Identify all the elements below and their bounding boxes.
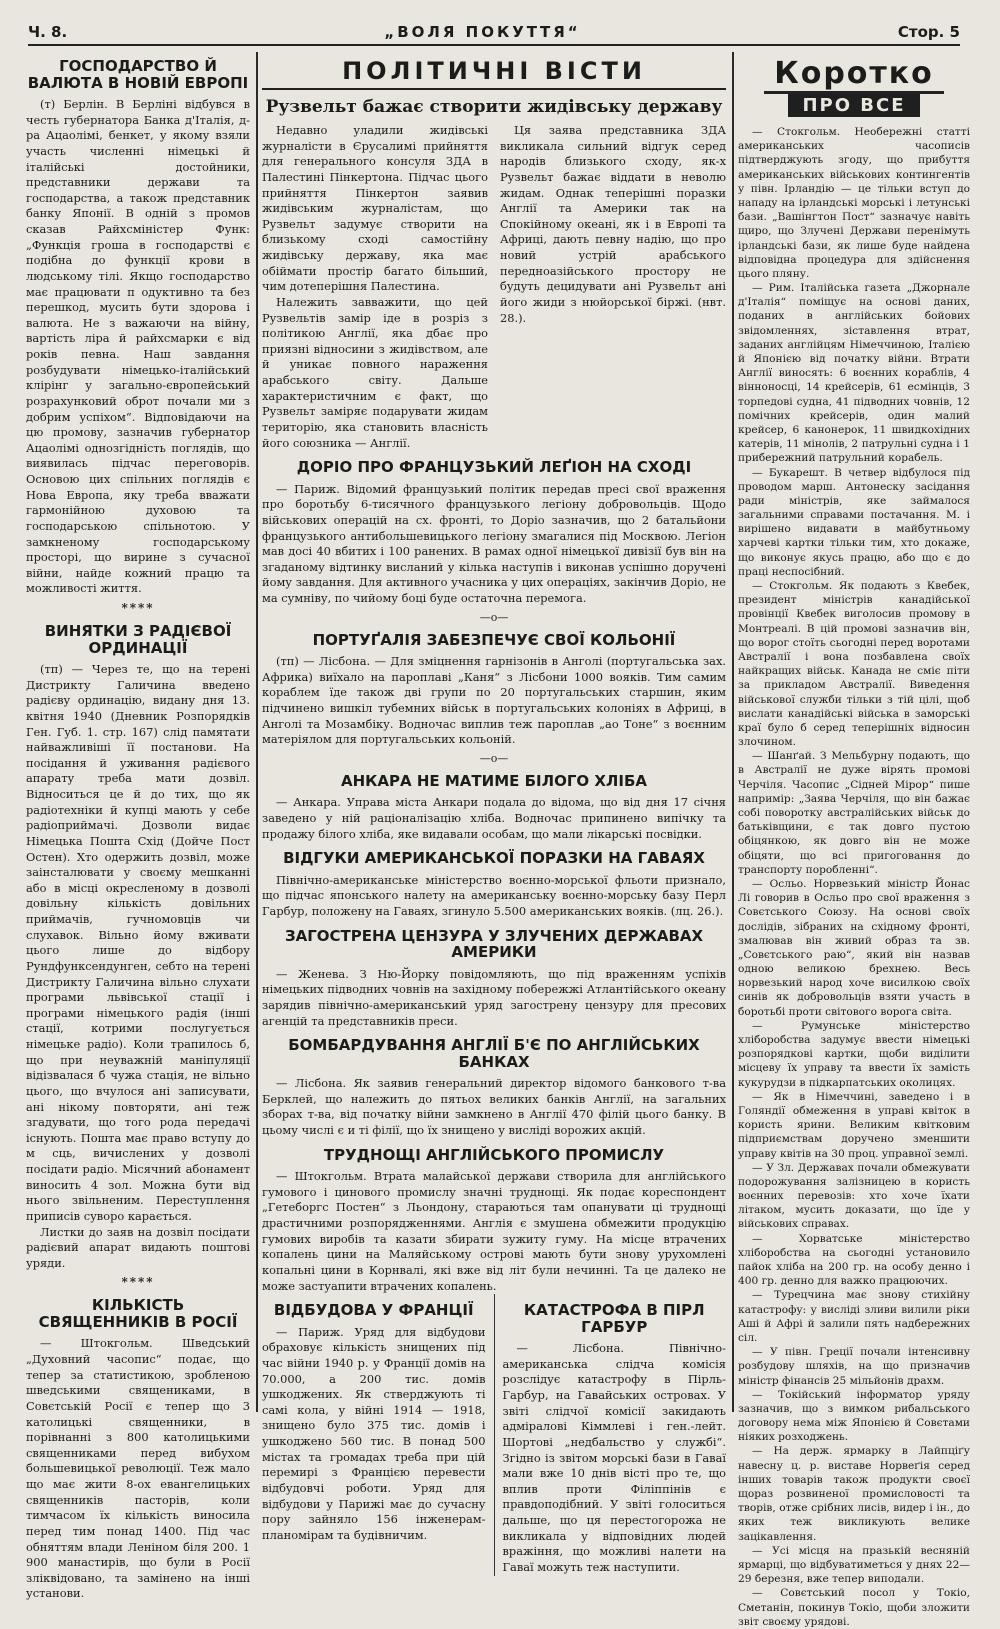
column-rule bbox=[732, 52, 734, 1412]
article-title: ДОРІО ПРО ФРАНЦУЗЬКИЙ ЛЕҐІОН НА СХОДІ bbox=[296, 458, 692, 477]
news-brief: — Шанґай. З Мельбурну подають, що в Австралії не дуже вірять промові Черчіля. Часопис „Сідней Мірор“ пише напримір: „Заява Черчіля, що він бажає собі поворотку австралійських військ до батьківщини, є так довго пустою обіцянкою, як довго він не може обіцяти, що всі пригоговання до транспорту поробленні“. bbox=[738, 750, 970, 876]
news-brief: — Осльо. Норвезький міністр Йонас Лі говорив в Осльо про свої враження з Совєтського Союзу. На основі своїх дослідів, зібраних на східному фронті, змалював він живий образ та зв. „Совєтського раю“, який він назвав одною великою брехнею. Весь норвезький народ хоче висилкою своїх синів як добровольців взяти участь в боротьбі проти світового ворога світа. bbox=[738, 877, 970, 1018]
column-center bbox=[262, 50, 726, 1574]
news-brief: — Хорватське міністерство хліборобства на сьогодні установило пайок хліба на 200 гр. на особу денно і 400 гр. денно для важко працюючих. bbox=[738, 1232, 970, 1288]
article-body: (тп) — Через те, що на терені Дистрикту Галичина введено радієву ординацію, видану дня 13. квітня 1940 (Дневник Розпорядків Ген. Губ. 1. стр. 167) слід памятати найважливіші її постанови. На посідання й уживання радієвого апарату треба мати дозвіл. Відноситься це й до тих, що як радіотехніки й купці мають у себе радіоприймачі. Дозволи видає Німецька Пошта Схід (Дойче Пост Остен). Хто одержить дозвіл, може заінсталювати у своєму мешканні або в місці окресленому в дозволі довільну кількість довільних приймачів, гучномовців чи слухавок. Вільно йому вживати цього лише до відбору Рундфунксендунген, себто на терені Дистрикту Галичина вільно слухати програми львівської стації і програми німецького радія (інші стації, котрими послугується німецьке радіо). Коли трапилось б, що при неуважній маніпуляції відізвалася б чужа стація, не вільно цього, що вчулося ані записувати, ані нікому повторяти, ані теж згадувати, що того рода передачі існують. Пошта має право вступу до м сць, вичислених у дозволі посідати радіо. Місячний абонамент виносить 4 зол. Можна бути від нього звільненим. Переступлення приписів суворо карається. bbox=[26, 662, 250, 1223]
separator: **** bbox=[121, 1275, 155, 1290]
separator: —о— bbox=[479, 610, 509, 624]
article-title: ЗАГОСТРЕНА ЦЕНЗУРА У ЗЛУЧЕНИХ ДЕРЖАВАХ АМЕРИКИ bbox=[284, 926, 704, 962]
article-title: ВИНЯТКИ З РАДІЄВОЇ ОРДИНАЦІЇ bbox=[44, 622, 232, 657]
article-body: Належить завважити, що цей Рузвельтів замір іде в розріз з політикою Англії, яка дбає про приязні відносини з жидівством, але й уникає повного нараження арабського світу. Дальше характеристичним є факт, що Рузвельт заміряє подарувати жидам територію, яка становить власність його союзника — Англії. bbox=[262, 294, 488, 450]
news-brief: — У Зл. Державах почали обмежувати подорожування залізницею в користь воєнних перевозів: хто хоче їхати літаком, мусить доказати, що їде у військових справах. bbox=[738, 1161, 970, 1231]
article-body: — Штокгольм. Втрата малайської держави створила для англійського гумового і цинового промислу значні труднощі. Як подає кореспондент „Гетеборгс Постен“ з Льондону, стараються там опанувати ці труднощі драстичними розпорядженнями. Англія є змушена обмежити продукцію гумових виробів та казати збирати зужиту гуму. На місце втрачених копалень цини на Маляйському острові мають бути знову урухомлені копальні цини в Корнвалі, які вже від літ були нечинні. Та це далеко не може застуапити втрачених копалень. bbox=[262, 1169, 726, 1293]
article-title: ВІДГУКИ АМЕРИКАНСЬКОЇ ПОРАЗКИ НА ГАВАЯХ bbox=[283, 849, 705, 868]
article-body: (тп) — Лісбона. — Для зміцнення гарнізонів в Анголі (португальська зах. Африка) виїхало на пароплаві „Каня“ з Лісбони 1000 вояків. Тим самим кораблем їде також дві групи по 20 португальських старшин, яким підчинено вишкіл тубемних військ в португальських колоніях в Африці, в Анголі та Мозамбіку. Водночас виплив теж пароплав „ао Тоне“ з воєнним матеріялом для португальських кольоній. bbox=[262, 654, 726, 747]
masthead bbox=[28, 20, 960, 46]
news-brief: — На держ. ярмарку в Лайпціґу навесну ц. р. виставе Норвеґія серед інших товарів також продукти своєї щораз розвиненої промисловості та творів, отже срібних лисів, видер і ін., до яких теж викликують велике зацікавлення. bbox=[738, 1445, 970, 1543]
logo-line2: ПРО ВСЕ bbox=[788, 94, 919, 117]
column-rule bbox=[256, 52, 258, 1412]
article-body: Листки до заяв на дозвіл посідати радієвий апарат видають поштові уряди. bbox=[26, 1224, 250, 1270]
article-title: ВІДБУДОВА У ФРАНЦІЇ bbox=[273, 1301, 474, 1320]
article-body: — Анкара. Управа міста Анкари подала до відома, що від дня 17 січня заведено у ній раціоналізацію хліба. Водночас припинено випічку та продажу білого хліба, яке видавали особам, що мали лікарські посвідки. bbox=[262, 795, 726, 841]
issue-number: Ч. 8. bbox=[28, 23, 68, 41]
article-title: КАТАСТРОФА В ПІРЛ ГАРБУР bbox=[523, 1301, 705, 1336]
article-title: ТРУДНОЩІ АНГЛІЙСЬКОГО ПРОМИСЛУ bbox=[323, 1145, 665, 1164]
bottom-articles bbox=[262, 1294, 726, 1575]
article-title: КІЛЬКІСТЬ СВЯЩЕННИКІВ В РОСІЇ bbox=[38, 1296, 238, 1331]
article-body: — Париж. Уряд для відбудови обраховує кількість знищених під час війни 1940 р. у Франції домів на 70.000, а 200 тис. домів ушкоджених. Як стверджують ті самі кола, у війні 1914 — 1918, знищено було 375 тис. домів і ушкоджено 560 тис. В понад 500 містах та громадах треба при цій перемирі з Францією перевести відбудовчі роботи. Уряд для відбудови у Парижі має до сучасну пору зайняло 156 інженерам-планомірам та будівничим. bbox=[262, 1324, 486, 1542]
separator: —о— bbox=[479, 751, 509, 765]
news-brief: — Стокгольм. Як подають з Квебек, президент міністрів канадійської провінції Квебек виголосив промову в Монтреалі. В цій промові зазначив він, що ворог стоїть сьогодні перед воротами Австралії і вона позбавлена своїх найкращих військ. Канада не сміє піти за прикладом Австралії. Виведення військової служби тільки з тій цілі, щоб вислати канадійські війська в заморські краї було б серед теперішніх відносин злочином. bbox=[738, 580, 970, 749]
page-number: Стор. 5 bbox=[897, 23, 960, 41]
news-brief: — Токійський інформатор уряду зазначив, що з вимком рибальського договору нема між Японією й Совєтами ніяких розходжень. bbox=[738, 1388, 970, 1444]
news-brief: — Стокгольм. Необережні статті американських часописів підтверджують згоду, що прибуття американських військових контингентів у півн. Ірландію — це тільки вступ до нападу на ірландські морські і летунські бази. „Вашінгтон Пост“ зазначує навіть щиро, що Злучені Держави перенімуть ірландські бази, як лише буде найдена відповідна процедура для здійснення цього пляну. bbox=[738, 126, 970, 280]
article-body: — Женева. З Ню-Йорку повідомляють, що під враженням успіхів німецьких підводних човнів на західному побережжі Атлантійського океану зарядив північно-американський уряд загострену цензуру для пресових агенцій та представників преси. bbox=[262, 966, 726, 1028]
news-brief: — Турецчина має знову стихійну катастрофу: у висліді зливи вилили ріки Аші й Афрі й залили пять надбережних сіл. bbox=[738, 1289, 970, 1344]
section-logo bbox=[764, 56, 944, 117]
article-title: ПОРТУҐАЛІЯ ЗАБЕЗПЕЧУЄ СВОЇ КОЛЬОНІЇ bbox=[312, 630, 676, 649]
news-brief: — У півн. Греції почали інтенсивну розбудову шляхів, на що призначив міністр фінансів 25 мільйонів драхм. bbox=[738, 1346, 970, 1387]
news-briefs-list bbox=[738, 125, 970, 1629]
lead-article bbox=[262, 123, 726, 451]
separator: **** bbox=[121, 601, 155, 615]
article-title: АНКАРА НЕ МАТИМЕ БІЛОГО ХЛІБА bbox=[341, 771, 647, 790]
column-left bbox=[26, 50, 250, 1601]
news-brief: — Як в Німеччині, заведено і в Голяндії обмеження в управі квіток в користь ярини. Великим квітковим підприємствам доручено зменшити управу квітів на 30 проц. управної землі. bbox=[738, 1090, 970, 1160]
news-brief: — Румунське міністерство хліборобства задумує ввести німецькі розпорядкові картки, щоби виділити місцеву їх управу та ввести їх замість кукурудзи в підкарпатських околицях. bbox=[738, 1019, 970, 1089]
newspaper-title: „ВОЛЯ ПОКУТТЯ“ bbox=[384, 23, 581, 41]
article-body: — Штокгольм. Шведський „Духовний часопис“ подає, що тепер за статистикою, зробленою шведськими священиками, в Совєтській Росії є тепер що 3 католицькі священники, в порівнанні з 800 католицькими священниками перед вибухом большевицької революції. Теж мало що має жити 8-ох евангелицьких священників пасторів, коли тимчасом їх кількість виносила перед тим понад 1400. Під час обняттям влади Леніном біля 200. 1 900 манастирів, що були в Росії зліквідовано, та замінено на інші установи. bbox=[26, 1336, 250, 1601]
article-body: (т) Берлін. В Берліні відбувся в честь губернатора Банка д'Італія, д-ра Ацаолімі, бенкет, у якому взяли участь численні німецькі й італійські достойники, представники держави та господарства, а також представник банку Японії. В одній з промов сказав Райхсміністер Функ: „Функція гроша в господарстві є подібна до функції крови в людському тілі. Якщо господарство має працювати п одуктивно та без перешкод, мусить бути здорова і валюта. Не з важаючи на війну, вартість ліра й райхсмарки є від років певна. Наш завдання розбудувати німецько-італійський клірінг у загально-європейський розрахунковий оброт почали ми з добрим успіхом“. Відповідаючи на цю промову, зазначив губернатор Ацаолімі однозгідність поглядів, що виявилась підчас переговорів. Основою цих спільних поглядів є Нова Европа, яку треба вважати гармонійною духовою та господарською спільнотою. У замкненому господарському просторі, що вирине з сучасної війни, найде кожний працю та можливості життя. bbox=[26, 97, 250, 596]
logo-line1: Коротко bbox=[764, 56, 944, 94]
article-body: Недавно уладили жидівські журналісти в Єрусалимі прийняття для генерального консуля ЗДА в Палестині Пінкертона. Підчас цього прийняття Пінкертон заявив жидівським журналістам, що Рузвельт задумує створити на близькому сході самостійну жидівську державу, яка має обіймати простір багато більший, чим дотеперішня Палестина. bbox=[262, 123, 488, 294]
section-title: ПОЛІТИЧНІ ВІСТИ bbox=[262, 58, 726, 90]
article-body: Ця заява представника ЗДА викликала сильний відгук серед народів близького сходу, як-х Рузвельт бажає віддати в неволю жидам. Однак теперішні поразки Англії та Америки так на Спокійному океані, як і в Европі та Африці, дають певну надію, що про новий устрій арабського передноазійського простору не будуть децидувати ані Рузвельт ані його жиди з нюйорської біржі. (нвт. 28.). bbox=[500, 123, 726, 325]
article-body: — Париж. Відомий французький політик передав пресі свої враження про боротьбу 6-тисячного французького легіону добровольців. Щодо військових операцій на сх. фронті, то Доріо зазначив, що 2 батальйони французького антибольшевицького легіону змагалися під Москвою. Легіон мав досі 40 вбитих і 100 ранених. В рамах одної німецької дивізії був він на згаданому відтинку висланий у кілька наступів і виконав успішно доручені йому завдання. Для активного учасника у цих операціях, закінчив Доріо, не ма сумніву, по чийому боці буде остаточна перемога. bbox=[262, 481, 726, 606]
news-brief: — Рим. Італійська газета „Джорнале д'Італія“ поміщує на основі даних, поданих в англійських бойових звідомленнях, зіставлення втрат, заданих англійцям Німеччиною, Італією й Японією від початку війни. Втрати Англії виносять: 6 воєнних кораблів, 4 вінноносці, 14 крейсерів, 61 есмінців, 3 торпедові судна, 41 підводних човнів, 12 помічних крейсерів, один малий крейсер, 6 канонерок, 11 швидкохідних катерів, 11 мінолів, 2 патрульні судна і 1 прибережний патрульний корабель. bbox=[738, 282, 970, 465]
news-brief: — Букарешт. В четвер відбулося під проводом марш. Антонеску засідання ради міністрів, яке займалося загальними справами постачання. М. і вирішено видавати в майбутньому харчеві картки тільки тим, хто докаже, що виконує якусь працю, або що є до праці неспосібний. bbox=[738, 466, 970, 578]
article-body: — Лісбона. Північно-американська слідча комісія розслідує катастрофу в Пірль-Гарбур, на Гавайських островах. У звіті слідчої комісії закидають адміралові Кіммлеві і ген.-лейт. Шортові „недбальство у службі“. Згідно із звітом морські бази в Гаваї мали вже 10 днів вісті про те, що вплив проти Філіппінів є правдоподібний. У звіті голоситься дальше, що ця перестогорожа не викликала у відповідних людей вражіння, що можливі налети на Гаваї можуть теж наступити. bbox=[502, 1341, 726, 1574]
article-title: БОМБАРДУВАННЯ АНГЛІЇ Б'Є ПО АНГЛІЙСЬКИХ БАНКАХ bbox=[288, 1036, 700, 1071]
news-brief: — Совєтський посол у Токіо, Сметанін, покинув Токіо, щоби зложити звіт своєму урядові. bbox=[738, 1587, 970, 1628]
column-right bbox=[738, 50, 970, 1628]
article-body: — Лісбона. Як заявив генеральний директор відомого банкового т-ва Берклей, що належить до пятьох великих банків Англії, на загальних зборах т-ва, від початку війни замкнено в Англії 470 філій цього банку. В цьому числі є и ті філії, що їх знищено у висліді ворожих акцій. bbox=[262, 1076, 726, 1138]
article-body: Північно-американське міністерство воєнно-морської фльоти признало, що підчас японського налету на американську воєнно-морську базу Перл Гарбур, положену на Гаваях, згинуло 5.500 американських вояків. (лц. 26.). bbox=[262, 872, 726, 919]
news-brief: — Усі місця на празькій весняній ярмарці, що відбуватиметься у днях 22—29 березня, вже тепер виподали. bbox=[738, 1544, 970, 1586]
article-title: ГОСПОДАРСТВО Й ВАЛЮТА В НОВІЙ ЕВРОПІ bbox=[27, 57, 249, 92]
lead-article-title: Рузвельт бажає створити жидівську державу bbox=[265, 97, 723, 118]
